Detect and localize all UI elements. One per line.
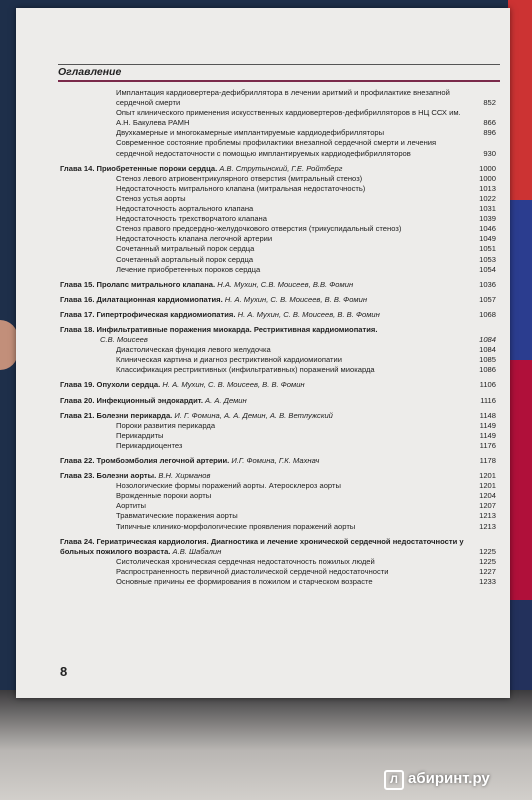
toc-entry [60, 431, 496, 441]
toc-entry [60, 234, 496, 244]
chapter-authors: И.Г. Фомина, Г.К. Махнач [229, 456, 320, 465]
chapter-title: Глава 21. Болезни перикарда. [60, 410, 173, 420]
toc-page-number: 1213 [479, 521, 496, 531]
toc-entry-title: Опыт клинического применения искусственных кардиовертеров-дефибрилляторов в НЦ ССХ им. А.Н. Бакулева РАМН [116, 108, 461, 128]
toc-entry-title: Систолическая хроническая сердечная недостаточность пожилых людей [116, 556, 375, 566]
toc-entry [60, 522, 496, 532]
toc-page-number: 1000 [479, 173, 496, 183]
chapter-title: Глава 23. Болезни аорты. [60, 471, 157, 481]
toc-entry-title [60, 456, 468, 466]
toc-entry-title: Сочетанный митральный порок сердца [116, 244, 255, 254]
chapter-title: Глава 14. Приобретенные пороки сердца. [60, 163, 218, 173]
chapter-title: Глава 18. Инфильтративные поражения миокарда. Рестриктивная кардиомиопатия. [60, 324, 378, 334]
toc-entry [60, 335, 496, 345]
toc-page-number: 1031 [479, 204, 496, 214]
toc-chapter [60, 380, 496, 390]
toc-entry [60, 481, 496, 491]
toc-entry-title: Врожденные пороки аорты [116, 491, 212, 501]
toc-chapter [60, 295, 496, 305]
toc-entry-title: Имплантация кардиовертера-дефибриллятора в лечении аритмий и профилактике внезапной сердечной смерти [116, 88, 450, 108]
toc-page-number: 1225 [479, 556, 496, 566]
toc-entry-title: Клиническая картина и диагноз рестриктивной кардиомиопатии [116, 355, 342, 365]
toc-entry-title [60, 280, 468, 290]
chapter-title: Глава 16. Дилатационная кардиомиопатия. [60, 294, 223, 304]
toc-entry-title: Лечение приобретенных пороков сердца [116, 264, 261, 274]
toc-chapter [60, 456, 496, 466]
chapter-authors: А. А. Демин [202, 395, 247, 405]
header-rule [58, 80, 500, 82]
toc-page-number: 1086 [479, 365, 496, 375]
toc-chapter [60, 325, 496, 335]
toc-page-number: 1000 [479, 163, 496, 173]
toc-entry-title: Типичные клинико-морфологические проявления поражений аорты [116, 521, 356, 531]
toc-entry-title [60, 396, 468, 406]
toc-page-number: 1039 [479, 214, 496, 224]
toc-entry [60, 108, 496, 128]
toc-page-number: 1233 [479, 577, 496, 587]
toc-page-number: 1106 [479, 380, 496, 390]
toc-entry [60, 204, 496, 214]
toc-entry [60, 138, 496, 158]
toc-entry [60, 355, 496, 365]
toc-entry [60, 491, 496, 501]
toc-entry-title: Стеноз левого атриовентрикулярного отверстия (митральный стеноз) [116, 173, 363, 183]
toc-entry [60, 511, 496, 521]
toc-entry [60, 345, 496, 355]
toc-entry-title: Недостаточность аортального клапана [116, 204, 254, 214]
toc-entry [60, 577, 496, 587]
toc-entry-title: Диастолическая функция левого желудочка [116, 345, 271, 355]
toc-entry [60, 174, 496, 184]
toc-entry-title: Классификация рестриктивных (инфильтративных) поражений миокарда [116, 365, 375, 375]
toc-entry-title: С.В. Моисеев [100, 335, 148, 345]
chapter-authors: В.Н. Хирманов [156, 471, 211, 481]
chapter-authors: Н.А. Мухин, С.В. Моисеев, В.В. Фомин [215, 279, 354, 289]
toc-entry [60, 265, 496, 275]
toc-entry [60, 567, 496, 577]
chapter-authors: А.В. Струтынский, Г.Е. Ройтберг [217, 163, 343, 173]
chapter-authors: Н. А. Мухин, С. В. Моисеев, В. В. Фомин [160, 380, 305, 390]
toc-entry [60, 224, 496, 234]
toc-entry-title [60, 471, 468, 481]
running-header: Оглавление [58, 66, 122, 78]
toc-page-number: 1054 [479, 264, 496, 274]
toc-page-number: 1085 [479, 355, 496, 365]
toc-chapter [60, 164, 496, 174]
toc-chapter [60, 471, 496, 481]
chapter-authors: Н. А. Мухин, С. В. Моисеев, В. В. Фомин [235, 309, 380, 319]
toc-entry-title: Пороки развития перикарда [116, 420, 216, 430]
toc-entry-title: Стеноз устья аорты [116, 193, 186, 203]
toc-entry [60, 194, 496, 204]
toc-entry [60, 128, 496, 138]
toc-page-number: 1057 [479, 294, 496, 304]
toc-page-number: 1051 [479, 244, 496, 254]
toc-entry [60, 184, 496, 194]
toc-entry-title [60, 325, 468, 335]
toc-entry [60, 214, 496, 224]
toc-page-number: 1149 [479, 420, 496, 430]
toc-entry-title: Современное состояние проблемы профилактики внезапной сердечной смерти и лечения сердечной недостаточности с помощью имплантируемых кардиодефибрилляторов [116, 138, 437, 158]
chapter-title: Глава 20. Инфекционный эндокардит. [60, 395, 203, 405]
chapter-title: Глава 22. Тромбоэмболия легочной артерии. [60, 456, 230, 465]
toc-page-number: 930 [483, 148, 496, 158]
toc-entry [60, 244, 496, 254]
toc-chapter [60, 396, 496, 406]
toc-page-number: 1149 [479, 430, 496, 440]
book-cover-edge [508, 0, 532, 800]
watermark [384, 770, 490, 790]
toc-entry-title: Травматические поражения аорты [116, 511, 238, 521]
toc-page-number: 896 [483, 128, 496, 138]
toc-entry-title: Перикардиты [116, 430, 164, 440]
toc-entry-title: Нозологические формы поражений аорты. Атеросклероз аорты [116, 481, 341, 491]
toc-page-number: 1013 [479, 183, 496, 193]
toc-entry [60, 255, 496, 265]
toc-entry-title: Двухкамерные и многокамерные имплантируемые кардиодефибрилляторы [116, 128, 385, 138]
toc-chapter [60, 411, 496, 421]
chapter-title: Глава 24. Гериатрическая кардиология. Диагностика и лечение хронической сердечной недостаточности у больных пожилого возраста. [60, 536, 464, 556]
toc-entry-title [60, 411, 468, 421]
chapter-authors: И. Г. Фомина, А. А. Демин, А. В. Ветлужский [172, 410, 333, 420]
toc-entry [60, 88, 496, 108]
page-number: 8 [60, 664, 68, 679]
toc-entry-title [60, 295, 468, 305]
toc-page-number: 1022 [479, 193, 496, 203]
toc-page-number: 1178 [479, 456, 496, 465]
toc-page-number: 1084 [479, 345, 496, 355]
toc-entry-title: Недостаточность трехстворчатого клапана [116, 214, 267, 224]
toc-page-number: 1225 [479, 546, 496, 556]
toc-page-number: 852 [483, 98, 496, 108]
toc-page-number: 1201 [479, 471, 496, 481]
toc-entry [60, 441, 496, 451]
toc-chapter [60, 280, 496, 290]
toc-entry [60, 557, 496, 567]
toc-page-number: 1207 [479, 501, 496, 511]
toc-entry-title: Аортиты [116, 501, 147, 511]
toc-entry-title: Сочетанный аортальный порок сердца [116, 254, 254, 264]
watermark-text: абиринт.ру [408, 770, 490, 787]
header-rule-top [58, 64, 500, 65]
toc-entry [60, 501, 496, 511]
toc-page-number: 1053 [479, 254, 496, 264]
toc-page-number: 1204 [479, 491, 496, 501]
toc-chapter [60, 310, 496, 320]
toc-entry-title [60, 310, 468, 320]
toc-entry [60, 421, 496, 431]
toc-entry-title: Перикардиоцентез [116, 440, 183, 450]
toc-page-number: 1227 [479, 566, 496, 576]
toc-page-number: 866 [483, 118, 496, 128]
chapter-authors: Н. А. Мухин, С. В. Моисеев, В. В. Фомин [222, 294, 368, 304]
toc-entry-title: Стеноз правого предсердно-желудочкового отверстия (трикуспидальный стеноз) [116, 224, 402, 234]
toc-entry-title: Основные причины ее формирования в пожилом и старческом возрасте [116, 577, 373, 587]
toc-page-number: 1116 [480, 395, 496, 405]
toc-entry-title: Недостаточность клапана легочной артерии [116, 234, 273, 244]
toc-page-number: 1046 [479, 224, 496, 234]
toc-page-number: 1084 [479, 335, 496, 345]
labirint-logo-icon: Л [384, 770, 404, 790]
toc-page-number: 1068 [479, 309, 496, 319]
toc-entry-title: Распространенность первичной диастолической сердечной недостаточности [116, 566, 389, 576]
toc-page-number: 1213 [479, 511, 496, 521]
toc-entry-title [60, 164, 468, 174]
toc-chapter [60, 537, 496, 557]
chapter-title: Глава 19. Опухоли сердца. [60, 380, 161, 390]
toc-entry-title: Недостаточность митрального клапана (митральная недостаточность) [116, 183, 366, 193]
chapter-title: Глава 15. Пролапс митрального клапана. [60, 279, 216, 289]
table-of-contents [60, 88, 496, 587]
chapter-title: Глава 17. Гипертрофическая кардиомиопатия. [60, 309, 236, 319]
toc-page-number: 1148 [479, 410, 496, 420]
toc-page-number: 1049 [479, 234, 496, 244]
toc-entry-title [60, 537, 468, 557]
toc-entry [60, 365, 496, 375]
toc-page-number: 1201 [479, 481, 496, 491]
toc-page-number: 1176 [479, 440, 496, 450]
chapter-authors: А.В. Шабалин [170, 546, 222, 556]
toc-entry-title [60, 380, 468, 390]
toc-page-number: 1036 [479, 279, 496, 289]
